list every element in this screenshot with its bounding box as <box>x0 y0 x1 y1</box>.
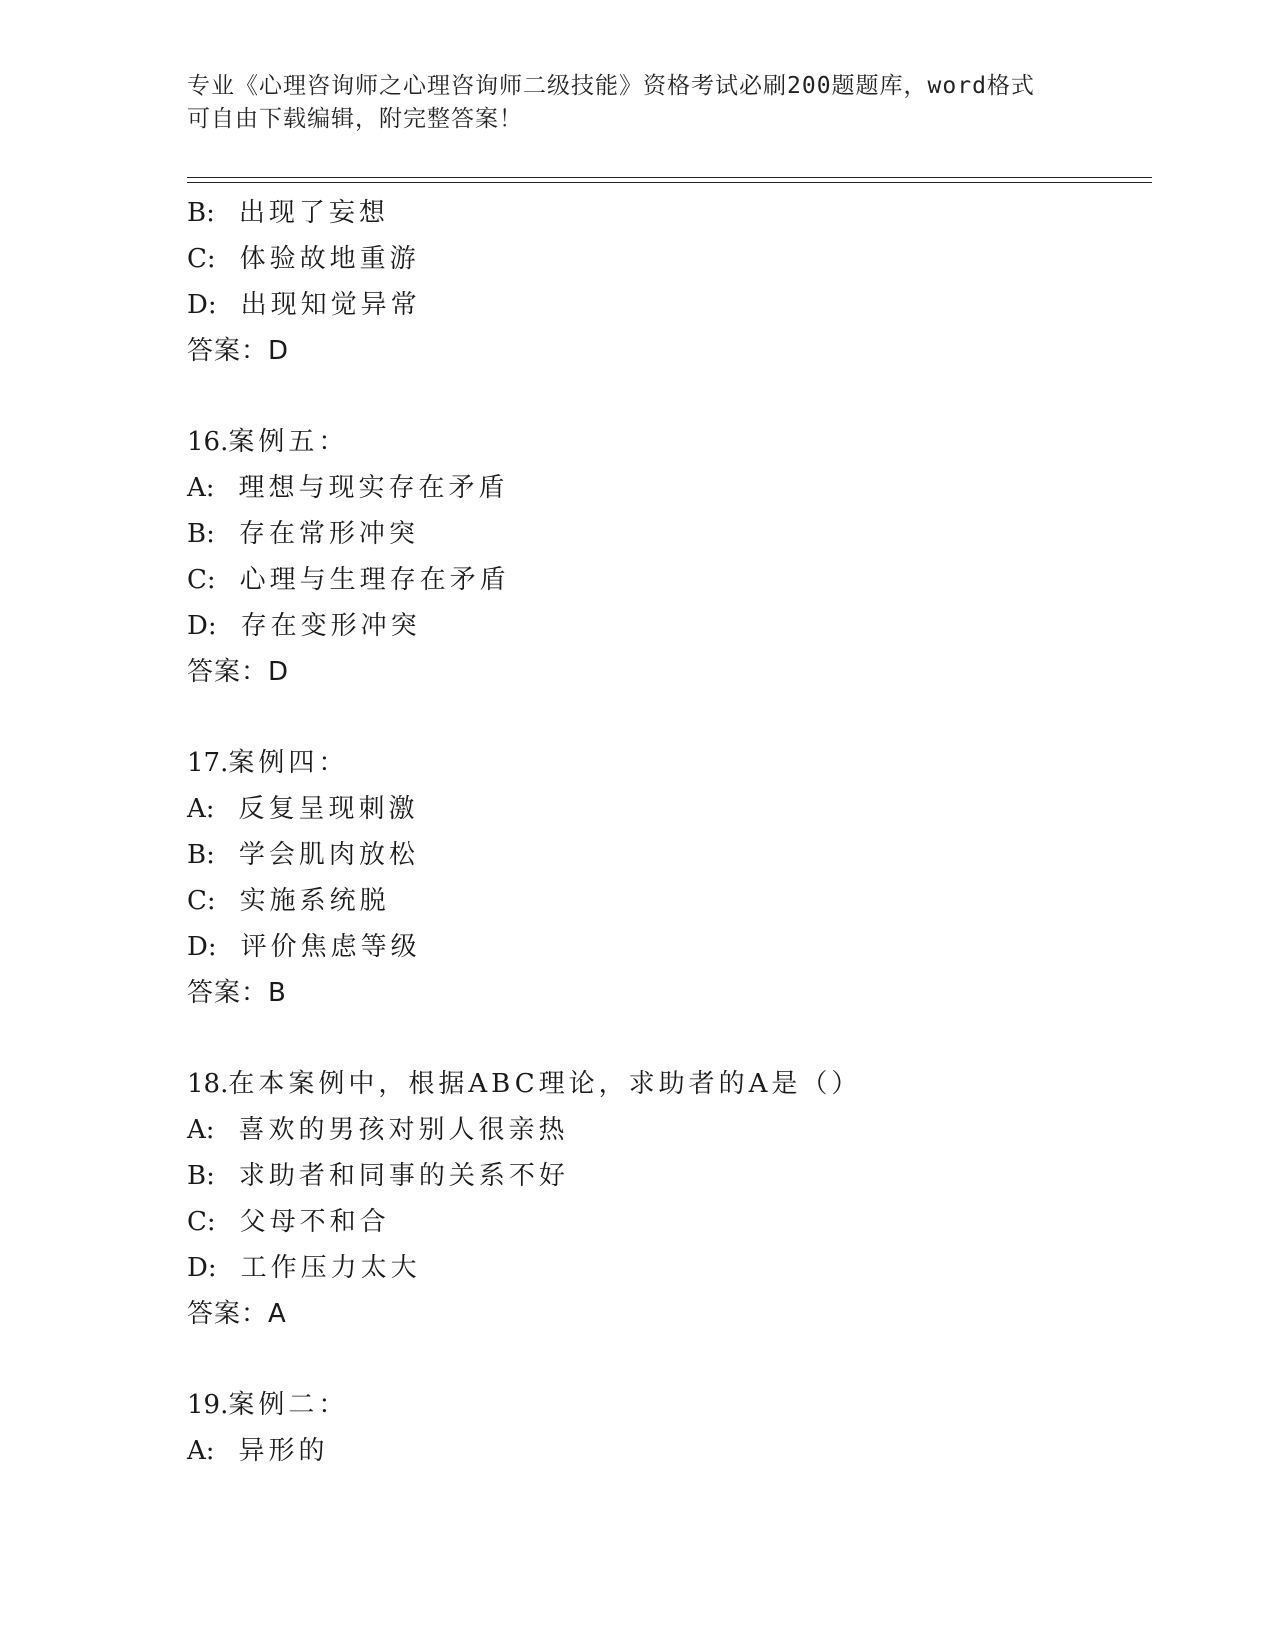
option-d: D: 评价焦虑等级 <box>187 932 421 962</box>
header-line-1: 专业《心理咨询师之心理咨询师二级技能》资格考试必刷200题题库，word格式 <box>187 73 1035 99</box>
question-stem: 19.案例二： <box>187 1390 349 1420</box>
option-b: B: 出现了妄想 <box>187 198 389 228</box>
question-list <box>187 190 1147 1474</box>
option-c: C: 父母不和合 <box>187 1207 390 1237</box>
option-c: C: 心理与生理存在矛盾 <box>187 565 510 595</box>
answer-line: 答案：A <box>187 1299 287 1329</box>
option-d: D: 出现知觉异常 <box>187 290 421 320</box>
option-d: D: 工作压力太大 <box>187 1253 421 1283</box>
option-a: A: 理想与现实存在矛盾 <box>187 473 509 503</box>
header-rule-bottom <box>187 182 1152 183</box>
option-b: B: 求助者和同事的关系不好 <box>187 1161 569 1191</box>
question-stem: 17.案例四： <box>187 748 349 778</box>
answer-line: 答案：D <box>187 657 290 687</box>
document-header <box>187 70 1067 136</box>
question-17 <box>187 740 1147 1016</box>
question-prev <box>187 190 1147 374</box>
header-rule-top <box>187 177 1152 178</box>
question-stem: 18.在本案例中，根据ABC理论，求助者的A是（） <box>187 1069 862 1099</box>
question-18 <box>187 1061 1147 1337</box>
question-16 <box>187 419 1147 695</box>
option-a: A: 异形的 <box>187 1436 329 1466</box>
option-c: C: 实施系统脱 <box>187 886 390 916</box>
option-a: A: 反复呈现刺激 <box>187 794 419 824</box>
question-19 <box>187 1382 1147 1474</box>
header-line-2: 可自由下载编辑，附完整答案！ <box>187 106 523 132</box>
option-c: C: 体验故地重游 <box>187 244 420 274</box>
answer-line: 答案：B <box>187 978 287 1008</box>
option-b: B: 学会肌肉放松 <box>187 840 419 870</box>
question-stem: 16.案例五： <box>187 427 349 457</box>
option-d: D: 存在变形冲突 <box>187 611 421 641</box>
answer-line: 答案：D <box>187 336 290 366</box>
option-a: A: 喜欢的男孩对别人很亲热 <box>187 1115 569 1145</box>
option-b: B: 存在常形冲突 <box>187 519 419 549</box>
